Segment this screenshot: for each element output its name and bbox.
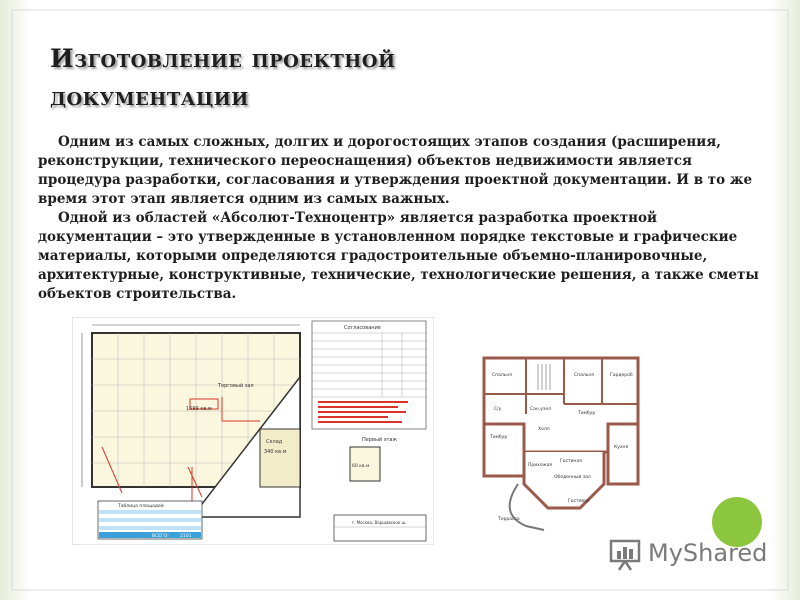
small-area: 60 кв.м	[352, 464, 370, 469]
room-wardrobe: Гардероб	[610, 373, 633, 378]
floor-label: Первый этаж	[362, 437, 397, 443]
room-hall: Холл	[538, 427, 550, 432]
slide-title: Изготовление проектной документации	[50, 44, 396, 111]
myshared-logo[interactable]	[608, 537, 768, 573]
total-value: 2101	[180, 534, 192, 539]
room-terrace: Террасса	[498, 517, 520, 522]
room-dining: Обеденный зал	[554, 475, 591, 480]
logo-text: MyShared	[648, 539, 768, 567]
room-bathroom: Сан.узел	[530, 407, 551, 412]
presentation-board-icon	[608, 537, 644, 571]
hall-label: Торговый зал	[218, 383, 254, 389]
room-bedroom-1: Спальня	[492, 373, 513, 378]
room-wc: С/у	[494, 407, 502, 412]
room-bedroom-2: Спальня	[574, 373, 595, 378]
room-vestibule-1: Тамбур	[578, 411, 596, 416]
paragraph-1: Одним из самых сложных, долгих и дорогостоящих этапов создания (расширения, реконструкции, технического переоснащения) объектов недвижимости является процедура разработки, согласования и утверждения проектной документации. И в то же время этот этап является одним из самых важных.	[38, 134, 753, 207]
room-guest: Гостевая	[568, 499, 590, 504]
floor-plan-house	[478, 354, 648, 534]
area-table-title: Таблица площадей	[118, 504, 164, 509]
room-vestibule-2: Тамбур	[490, 435, 508, 440]
room-kitchen: Кухня	[614, 445, 629, 450]
warehouse-area: 340 кв.м	[264, 449, 287, 455]
warehouse-label: Склад	[266, 439, 283, 445]
floor-plan-commercial	[72, 317, 434, 545]
slide-body	[38, 133, 768, 304]
address: г. Москва, Варшавское ш.	[352, 520, 407, 525]
room-entry: Прихожая	[528, 463, 553, 468]
room-living: Гостиная	[560, 459, 582, 464]
paragraph-2: Одной из областей «Абсолют-Техноцентр» является разработка проектной документации – это утвержденные в установленном порядке текстовые и графические материалы, которыми определяются градостроительные объемно-планировочные, архитектурные, конструктивные, технические, технологические решения, а также сметы объектов строительства.	[38, 210, 759, 302]
approval-title: Согласование	[344, 325, 381, 331]
total-label: ВСЕГО:	[152, 534, 169, 539]
hall-area: 1699 кв.м	[186, 406, 212, 412]
